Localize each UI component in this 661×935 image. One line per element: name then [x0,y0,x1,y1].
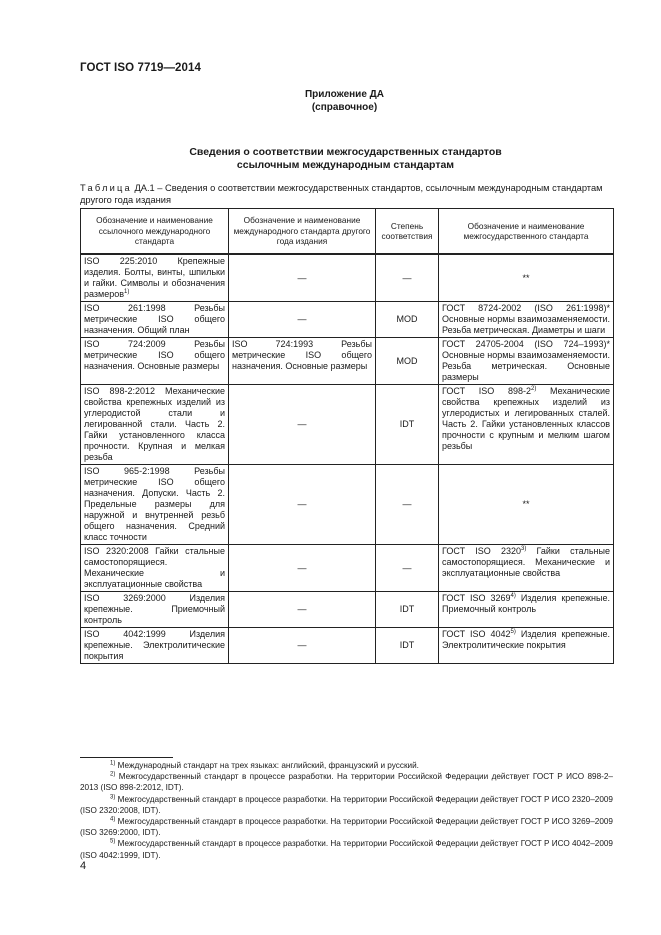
table-row [81,338,614,385]
footnote-ref: 4) [510,593,516,599]
table-row [81,254,614,302]
cell-reference-standard: ISO 3269:2000 Изделия крепежные. Приемочный контроль [81,592,229,628]
header-reference-standard: Обозначение и наименование ссылочного международного стандарта [81,209,229,255]
section-title-line-2: ссылочным международным стандартам [236,159,455,171]
footnote-mark: 4) [110,816,116,823]
cell-interstate-standard: ГОСТ ISO 3269$^{4)}$ Изделия крепежные. Приемочный контроль [439,592,614,628]
cell-degree: IDT [376,592,439,628]
footnote: $^{3)}$ Межгосударственный стандарт в процессе разработки. На территории Российской Федерации действует ГОСТ Р ИСО 2320–2009 (ISO 2320:2008, IDT). [80,793,613,815]
table-row [81,545,614,592]
cell-interstate-standard: ГОСТ ISO 4042$^{5)}$ Изделия крепежные. Электролитические покрытия [439,628,614,664]
cell-reference-standard: ISO 4042:1999 Изделия крепежные. Электролитические покрытия [81,628,229,664]
cell-degree: IDT [376,628,439,664]
cell-degree: IDT [376,385,439,465]
cell-other-edition: — [229,592,376,628]
document-id: ГОСТ ISO 7719—2014 [80,62,202,74]
cell-interstate-standard: ГОСТ 24705-2004 (ISO 724–1993)* Основные нормы взаимозаменяемости. Резьба метрическая. Основные размеры [439,338,614,385]
cell-reference-standard: ISO 724:2009 Резьбы метрические ISO общего назначения. Основные размеры [81,338,229,385]
table-row [81,592,614,628]
cell-interstate-standard: ** [439,254,614,302]
cell-interstate-standard: ** [439,465,614,545]
table-caption-text: ДА.1 – Сведения о соответствии межгосударственных стандартов, ссылочным международным стандартам другого года издания [80,183,603,205]
appendix-subtitle: (справочное) [311,102,378,113]
footnote: $^{1)}$ Международный стандарт на трех языках: английский, французский и русский. [110,760,419,770]
cell-other-edition: — [229,302,376,338]
correspondence-table [80,208,614,664]
cell-degree: MOD [376,338,439,385]
table-caption-prefix: Таблица [80,183,132,193]
footnote-ref: 1) [124,289,130,295]
cell-other-edition: — [229,254,376,302]
cell-degree: — [376,545,439,592]
cell-reference-standard: ISO 898-2:2012 Механические свойства крепежных изделий из углеродистой стали и легированной стали. Часть 2. Гайки установленного класса прочности. Крупная и мелкая резьба [81,385,229,465]
table-row [81,465,614,545]
appendix-heading [0,88,661,114]
footnote-mark: 5) [110,838,116,845]
footnote-ref: 2) [530,386,537,392]
cell-interstate-standard: ГОСТ ISO 2320$^{3)}$ Гайки стальные самостопорящиеся. Механические и эксплуатационные свойства [439,545,614,592]
footnote-mark: 3) [110,793,116,800]
cell-other-edition: — [229,545,376,592]
cell-other-edition: — [229,465,376,545]
table-caption [80,183,620,206]
cell-interstate-standard: ГОСТ 8724-2002 (ISO 261:1998)* Основные нормы взаимозаменяемости. Резьба метрическая. Диаметры и шаги [439,302,614,338]
footnote-mark: 1) [110,760,116,767]
cell-reference-standard: ISO 225:2010 Крепежные изделия. Болты, винты, шпильки и гайки. Символы и обозначения размеров$^{1)}$ [81,254,229,302]
cell-other-edition: — [229,385,376,465]
footnote: $^{4)}$ Межгосударственный стандарт в процессе разработки. На территории Российской Федерации действует ГОСТ Р ИСО 3269–2009 (ISO 3269:2000, IDT). [80,816,613,838]
footnote-divider [80,757,173,758]
header-other-edition-standard: Обозначение и наименование международного стандарта другого года издания [229,209,376,255]
header-interstate-standard: Обозначение и наименование межгосударственного стандарта [439,209,614,255]
table-row [81,385,614,465]
section-title-line-1: Сведения о соответствии межгосударственных стандартов [189,146,502,158]
appendix-title: Приложение ДА [304,89,385,100]
section-title [0,146,661,172]
footnote-ref: 5) [510,629,516,635]
footnote: $^{5)}$ Межгосударственный стандарт в процессе разработки. На территории Российской Федерации действует ГОСТ Р ИСО 4042–2009 (ISO 4042:1999, IDT). [80,838,613,860]
cell-reference-standard: ISO 965-2:1998 Резьбы метрические ISO общего назначения. Допуски. Часть 2. Предельные размеры для наружной и внутренней резьб общего назначения. Средний класс точности [81,465,229,545]
cell-other-edition: ISO 724:1993 Резьбы метрические ISO общего назначения. Основные размеры [229,338,376,385]
cell-reference-standard: ISO 2320:2008 Гайки стальные самостопорящиеся. Механические и эксплуатационные свойства [81,545,229,592]
cell-degree: — [376,254,439,302]
footnote-ref: 3) [520,546,527,552]
cell-reference-standard: ISO 261:1998 Резьбы метрические ISO общего назначения. Общий план [81,302,229,338]
cell-interstate-standard: ГОСТ ISO 898-2$^{2)}$ Механические свойства крепежных изделий из углеродистых и легированных сталей. Часть 2. Гайки установленных классов прочности с крупным и мелким шагом резьбы [439,385,614,465]
header-degree: Степень соответствия [376,209,439,255]
table-row [81,628,614,664]
cell-degree: — [376,465,439,545]
table-row [81,302,614,338]
footnote-mark: 2) [110,771,116,778]
footnote: $^{2)}$ Межгосударственный стандарт в процессе разработки. На территории Российской Федерации действует ГОСТ Р ИСО 898-2–2013 (ISO 898-2:2012, IDT). [80,771,613,793]
footnotes [80,760,613,861]
table-header-row [81,209,614,255]
cell-degree: MOD [376,302,439,338]
page-number: 4 [80,860,87,872]
cell-other-edition: — [229,628,376,664]
